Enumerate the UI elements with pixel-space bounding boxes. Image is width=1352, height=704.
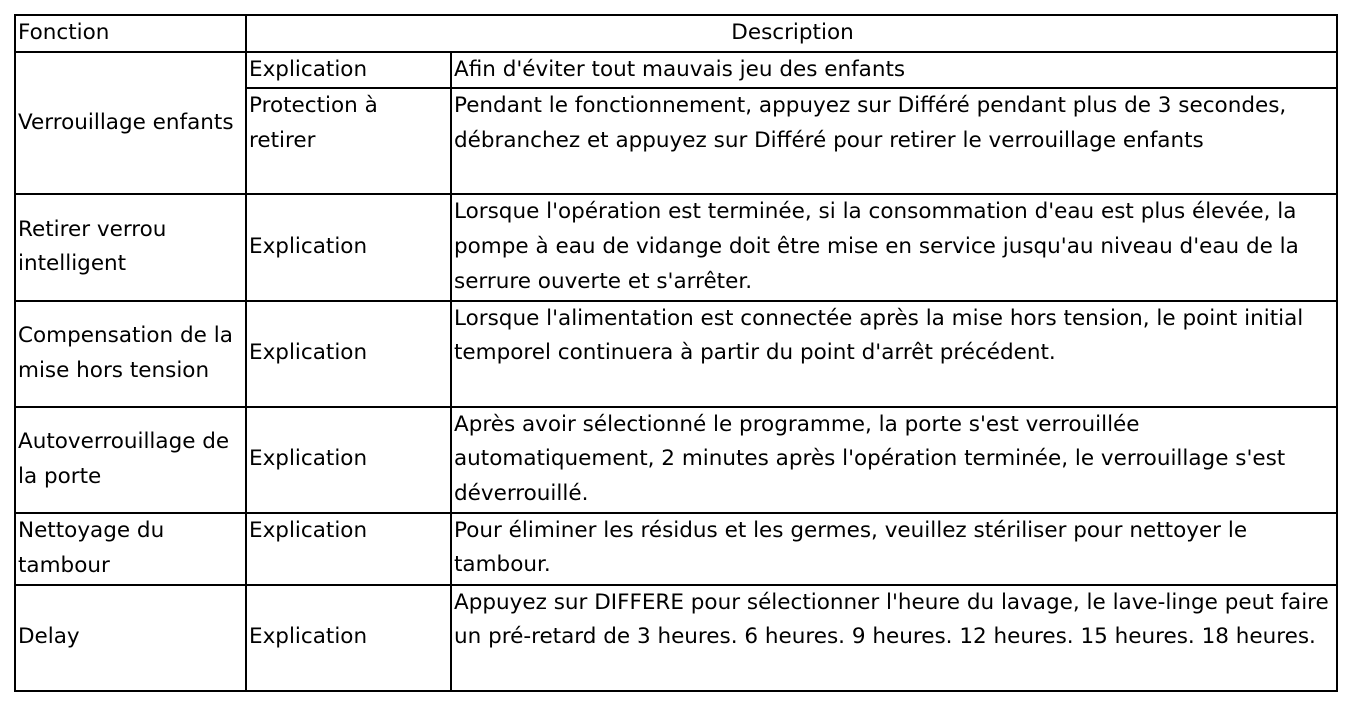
- detail-type: Explication: [246, 407, 451, 513]
- detail-text: Afin d'éviter tout mauvais jeu des enfants: [451, 52, 1337, 89]
- function-name: Autoverrouillage de la porte: [15, 407, 246, 513]
- detail-type: Explication: [246, 513, 451, 585]
- function-name: Delay: [15, 585, 246, 691]
- function-name: Compensation de la mise hors tension: [15, 301, 246, 407]
- detail-type: Explication: [246, 585, 451, 691]
- table-row: [15, 513, 1337, 585]
- detail-type: Explication: [246, 194, 451, 300]
- table-row: [15, 585, 1337, 691]
- function-name: Retirer verrou intelligent: [15, 194, 246, 300]
- function-table: [14, 14, 1338, 692]
- table-row: [15, 52, 1337, 89]
- detail-text: Pour éliminer les résidus et les germes, veuillez stériliser pour nettoyer le tambour.: [451, 513, 1337, 585]
- detail-text: Appuyez sur DIFFERE pour sélectionner l'heure du lavage, le lave-linge peut faire un pré-retard de 3 heures. 6 heures. 9 heures. 12 heures. 15 heures. 18 heures.: [451, 585, 1337, 691]
- table-row: [15, 194, 1337, 300]
- table-header-row: [15, 15, 1337, 52]
- detail-text: Après avoir sélectionné le programme, la porte s'est verrouillée automatiquement, 2 minutes après l'opération terminée, le verrouillage s'est déverrouillé.: [451, 407, 1337, 513]
- table-row: [15, 301, 1337, 407]
- header-fonction: Fonction: [15, 15, 246, 52]
- header-description: Description: [246, 15, 1337, 52]
- function-name: Verrouillage enfants: [15, 52, 246, 195]
- detail-text: Lorsque l'opération est terminée, si la consommation d'eau est plus élevée, la pompe à eau de vidange doit être mise en service jusqu'au niveau d'eau de la serrure ouverte et s'arrêter.: [451, 194, 1337, 300]
- detail-type: Protection à retirer: [246, 88, 451, 194]
- function-name: Nettoyage du tambour: [15, 513, 246, 585]
- detail-type: Explication: [246, 52, 451, 89]
- detail-text: Lorsque l'alimentation est connectée après la mise hors tension, le point initial temporel continuera à partir du point d'arrêt précédent.: [451, 301, 1337, 407]
- detail-text: Pendant le fonctionnement, appuyez sur Différé pendant plus de 3 secondes, débranchez et appuyez sur Différé pour retirer le verrouillage enfants: [451, 88, 1337, 194]
- detail-type: Explication: [246, 301, 451, 407]
- table-row: [15, 407, 1337, 513]
